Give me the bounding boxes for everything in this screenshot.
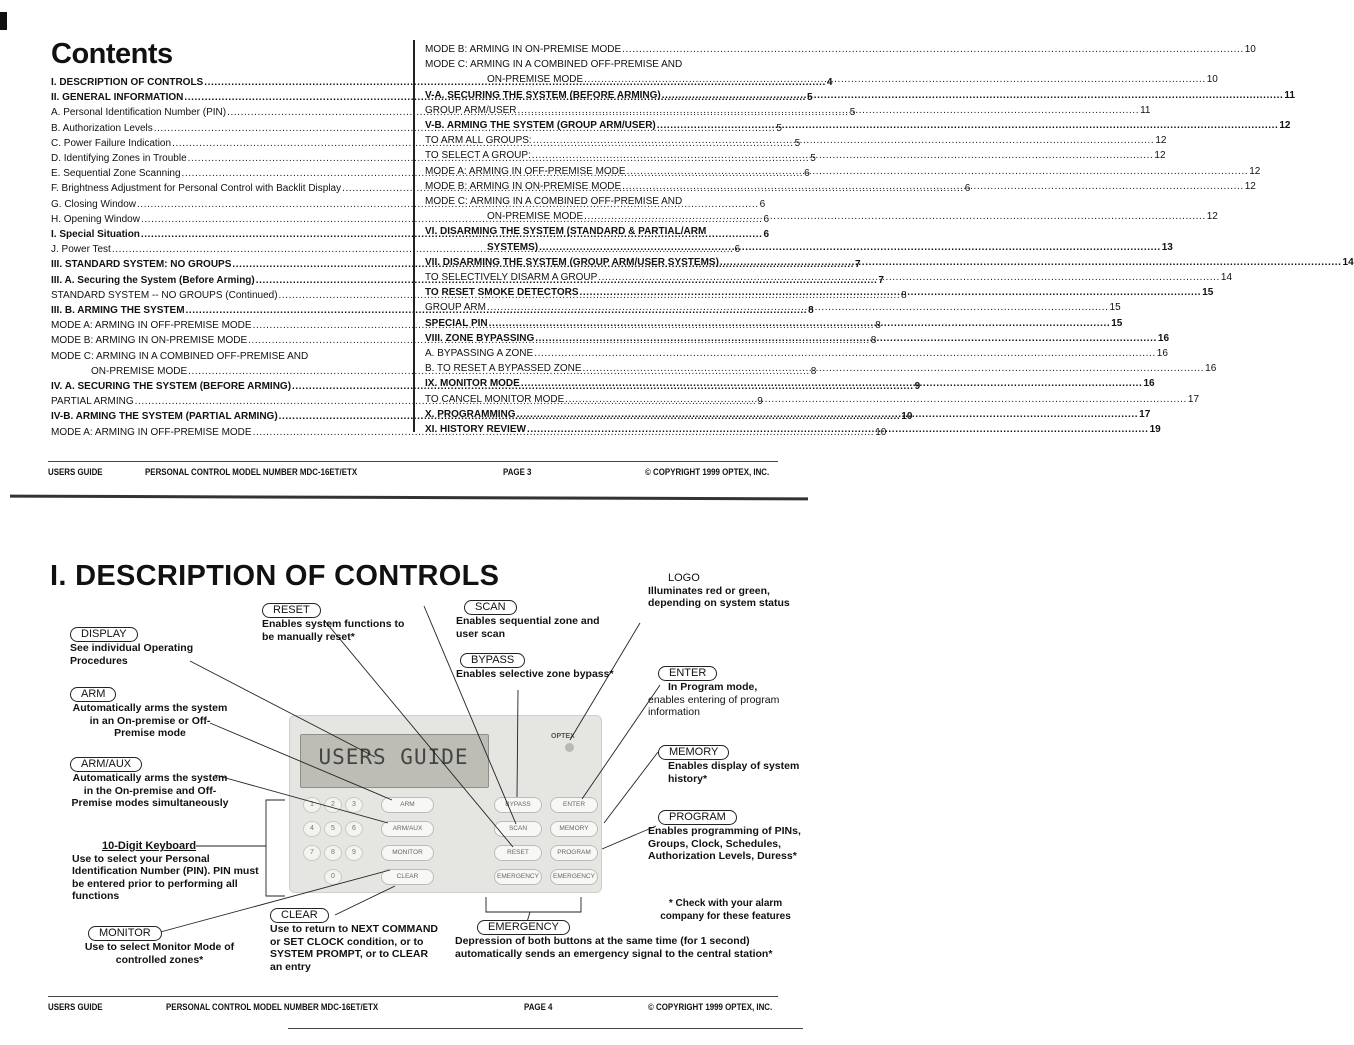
reset-label: RESET <box>262 603 321 618</box>
toc-entry-label: IX. MONITOR MODE <box>425 378 520 390</box>
program-callout <box>648 810 803 863</box>
toc-entry-label: V-B. ARMING THE SYSTEM (GROUP ARM/USER) <box>425 120 656 132</box>
toc-entry-label: MODE C: ARMING IN A COMBINED OFF-PREMISE AND <box>51 350 309 362</box>
monitor-label: MONITOR <box>88 926 162 941</box>
toc-entry-page: 7 <box>878 274 884 286</box>
toc-entry-label: SYSTEMS) <box>487 241 539 253</box>
toc-entry-label: V-A. SECURING THE SYSTEM (BEFORE ARMING) <box>425 89 661 101</box>
program-label: PROGRAM <box>658 810 737 825</box>
footer-copyright: © COPYRIGHT 1999 OPTEX, INC. <box>648 1002 773 1012</box>
toc-entry-label: H. Opening Window <box>51 213 140 225</box>
toc-entry-label: III. A. Securing the System (Before Arming) <box>51 274 255 286</box>
clear-key[interactable]: CLEAR <box>381 869 434 885</box>
toc-entry-page: 16 <box>1143 378 1155 390</box>
arm-aux-description: Automatically arms the system in the On-premise and Off-Premise modes simultaneously <box>71 772 229 809</box>
toc-entry-page: 10 <box>1244 44 1256 55</box>
toc-entry-page: 19 <box>1149 424 1161 436</box>
toc-title: Contents <box>51 38 173 70</box>
toc-entry-label: MODE B: ARMING IN ON-PREMISE MODE <box>425 44 622 55</box>
toc-entry-page: 12 <box>1154 150 1166 162</box>
footer-page-number: PAGE 4 <box>524 1002 553 1012</box>
reset-key[interactable]: RESET <box>494 845 542 861</box>
toc-entry-page: 16 <box>1157 332 1170 344</box>
toc-entry-page: 5 <box>807 92 813 104</box>
digit-key-7[interactable]: 7 <box>303 845 321 861</box>
monitor-description: Use to select Monitor Mode of controlled zones* <box>84 941 235 966</box>
digit-key-6[interactable]: 6 <box>345 821 363 837</box>
toc-entry-page: 6 <box>763 213 770 225</box>
toc-entry-label: TO ARM ALL GROUPS: <box>425 135 532 147</box>
digit-key-4[interactable]: 4 <box>303 821 321 837</box>
toc-entry-page: 10 <box>901 411 913 423</box>
toc-entry-page: 12 <box>1155 135 1167 147</box>
toc-entry-label: III. STANDARD SYSTEM: NO GROUPS <box>51 259 232 271</box>
enter-description-bold: In Program mode, <box>668 681 758 693</box>
toc-entry-page: 10 <box>1206 74 1218 86</box>
toc-entry-page: 8 <box>870 335 877 347</box>
toc-entry-page: 6 <box>804 168 810 180</box>
toc-entry-label: TO SELECTIVELY DISARM A GROUP <box>425 272 598 284</box>
feature-note: * Check with your alarm company for these features <box>660 898 791 922</box>
controls-title: I. DESCRIPTION OF CONTROLS <box>50 560 500 592</box>
enter-key[interactable]: ENTER <box>550 797 598 813</box>
toc-entry-label: SPECIAL PIN <box>425 317 488 329</box>
toc-entry-label: MODE A: ARMING IN OFF-PREMISE MODE <box>51 426 252 438</box>
toc-entry-page: 8 <box>808 305 814 317</box>
toc-entry-label: A. Personal Identification Number (PIN) <box>51 107 227 119</box>
arm-key[interactable]: ARM <box>381 797 434 813</box>
toc-entry-page: 17 <box>1139 408 1151 420</box>
enter-callout <box>648 666 803 719</box>
enter-label: ENTER <box>658 666 717 681</box>
toc-entry-label: D. Identifying Zones in Trouble <box>51 153 187 165</box>
toc-entry-label: E. Sequential Zone Scanning <box>51 168 181 180</box>
toc-entry-page: 13 <box>1161 241 1173 253</box>
scan-description: Enables sequential zone and user scan <box>456 615 600 640</box>
toc-entry-page: 12 <box>1244 180 1256 192</box>
digit-key-0[interactable]: 0 <box>324 869 342 885</box>
toc-entry-page: 12 <box>1206 211 1218 223</box>
digit-key-1[interactable]: 1 <box>303 797 321 813</box>
toc-entry-page: 14 <box>1220 272 1233 284</box>
memory-callout <box>648 745 803 785</box>
toc-entry-label: F. Brightness Adjustment for Personal Control with Backlit Display <box>51 183 342 195</box>
toc-entry-page: 6 <box>763 229 770 241</box>
toc-entry-page: 8 <box>810 365 817 377</box>
footer-model-number: PERSONAL CONTROL MODEL NUMBER MDC-16ET/ETX <box>166 1002 379 1012</box>
toc-entry-label: TO SELECT A GROUP: <box>425 150 531 162</box>
toc-entry-label: IV-B. ARMING THE SYSTEM (PARTIAL ARMING) <box>51 411 278 423</box>
toc-entry-page: 7 <box>855 259 861 271</box>
display-label: DISPLAY <box>70 627 138 642</box>
toc-entry-label: TO RESET SMOKE DETECTORS <box>425 287 579 299</box>
display-callout <box>70 627 245 667</box>
toc-entry-label: III. B. ARMING THE SYSTEM <box>51 305 185 317</box>
toc-entry-label: I. Special Situation <box>51 229 140 241</box>
clear-callout <box>270 908 440 973</box>
toc-entry-page: 15 <box>1202 287 1214 299</box>
toc-entry-page: 8 <box>901 289 907 301</box>
memory-label: MEMORY <box>658 745 729 760</box>
arm-aux-key[interactable]: ARM/AUX <box>381 821 434 837</box>
footer-model-number: PERSONAL CONTROL MODEL NUMBER MDC-16ET/ETX <box>145 467 358 477</box>
toc-entry-label: ON-PREMISE MODE <box>487 74 584 86</box>
toc-entry-page: 11 <box>1140 104 1151 116</box>
toc-entry-page: 14 <box>1342 256 1354 268</box>
memory-key[interactable]: MEMORY <box>550 821 598 837</box>
scan-label: SCAN <box>464 600 517 615</box>
toc-entry-page: 8 <box>875 320 881 332</box>
emergency-description: Depression of both buttons at the same time (for 1 second) automatically sends an emergency signal to the central station* <box>455 935 773 960</box>
arm-aux-label: ARM/AUX <box>70 757 142 772</box>
brand-label: OPTEX <box>551 733 575 740</box>
footer-users-guide: USERS GUIDE <box>48 467 103 477</box>
toc-entry-label: I. DESCRIPTION OF CONTROLS <box>51 77 204 88</box>
arm-description: Automatically arms the system in an On-premise or Off-Premise mode <box>72 702 228 739</box>
toc-entry-label: VIII. ZONE BYPASSING <box>425 332 535 344</box>
bypass-key[interactable]: BYPASS <box>494 797 542 813</box>
toc-entry-page: 10 <box>875 426 887 438</box>
digit-key-9[interactable]: 9 <box>345 845 363 861</box>
toc-leader-dots <box>720 255 1342 270</box>
bypass-description: Enables selective zone bypass* <box>456 668 614 680</box>
toc-entry-label: XI. HISTORY REVIEW <box>425 424 526 436</box>
enter-description: enables entering of program information <box>648 693 780 718</box>
toc-entry-label: MODE B: ARMING IN ON-PREMISE MODE <box>425 180 622 192</box>
toc-entry-label: B. Authorization Levels <box>51 122 153 134</box>
toc-entry-page: 4 <box>826 77 833 88</box>
toc-entry-page: 5 <box>849 107 856 119</box>
keyboard-description: Use to select your Personal Identification Number (PIN). PIN must be entered prior to performing all functions <box>72 852 259 902</box>
toc-entry-page: 12 <box>1249 165 1261 177</box>
scan-key[interactable]: SCAN <box>494 821 542 837</box>
bottom-rule <box>288 1028 803 1029</box>
digit-key-8[interactable]: 8 <box>324 845 342 861</box>
toc-entry-label: MODE A: ARMING IN OFF-PREMISE MODE <box>425 165 626 177</box>
toc-entry-page: 5 <box>776 122 782 134</box>
arm-callout <box>70 687 230 740</box>
toc-entry-page: 6 <box>734 244 741 256</box>
toc-entry-label: STANDARD SYSTEM -- NO GROUPS (Continued) <box>51 289 278 301</box>
toc-entry-label: PARTIAL ARMING <box>51 396 134 408</box>
toc-entry-page: 11 <box>1284 89 1295 101</box>
toc-entry-label: MODE A: ARMING IN OFF-PREMISE MODE <box>51 320 252 332</box>
toc-entry-page: 12 <box>1279 120 1291 132</box>
emergency-callout <box>455 920 795 960</box>
keyboard-callout <box>72 840 267 903</box>
toc-entry-page: 16 <box>1205 363 1217 375</box>
toc-entry-label: X. PROGRAMMING <box>425 408 516 420</box>
keyboard-label: 10-Digit Keyboard <box>102 840 197 852</box>
emergency-key-left[interactable]: EMERGENCY <box>494 869 542 885</box>
emergency-key-right[interactable]: EMERGENCY <box>550 869 598 885</box>
toc-entry-label: ON-PREMISE MODE <box>91 365 188 377</box>
footer-copyright: © COPYRIGHT 1999 OPTEX, INC. <box>645 467 770 477</box>
toc-entry-label: MODE C: ARMING IN A COMBINED OFF-PREMISE AND <box>425 59 683 71</box>
scan-callout <box>456 600 606 640</box>
monitor-key[interactable]: MONITOR <box>381 845 434 861</box>
reset-callout <box>262 603 412 643</box>
toc-entry-label: GROUP ARM/USER <box>425 104 517 116</box>
toc-entry-label: VII. DISARMING THE SYSTEM (GROUP ARM/USER SYSTEMS) <box>425 256 719 268</box>
clear-description: Use to return to NEXT COMMAND or SET CLOCK condition, or to SYSTEM PROMPT, or to CLEAR an entry <box>270 923 438 973</box>
toc-entry-label: MODE B: ARMING IN ON-PREMISE MODE <box>51 335 248 347</box>
emergency-label: EMERGENCY <box>477 920 570 935</box>
toc-entry-page: 6 <box>759 198 766 210</box>
program-key[interactable]: PROGRAM <box>550 845 598 861</box>
toc-entry-label: J. Power Test <box>51 244 111 256</box>
toc-entry-page: 17 <box>1187 393 1200 405</box>
logo-description: Illuminates red or green, depending on system status <box>648 584 790 609</box>
memory-description: Enables display of system history* <box>668 760 800 785</box>
digit-key-2[interactable]: 2 <box>324 797 342 813</box>
toc-entry-page: 9 <box>757 396 763 408</box>
toc-entry-label: VI. DISARMING THE SYSTEM (STANDARD & PARTIAL/ARM <box>425 226 707 238</box>
toc-entry-label: A. BYPASSING A ZONE <box>425 348 534 360</box>
program-description: Enables programming of PINs, Groups, Clock, Schedules, Authorization Levels, Duress* <box>648 825 801 862</box>
footer-page-number: PAGE 3 <box>503 467 532 477</box>
bypass-label: BYPASS <box>460 653 525 668</box>
monitor-callout <box>72 926 247 966</box>
logo-callout <box>648 572 803 610</box>
reset-description: Enables system functions to be manually reset* <box>262 618 405 643</box>
display-description: See individual Operating Procedures <box>70 642 194 667</box>
toc-entry-page: 6 <box>964 183 971 195</box>
toc-entry-label: G. Closing Window <box>51 198 137 210</box>
lcd-text: USERS GUIDE <box>318 745 469 769</box>
toc-entry-page: 16 <box>1156 348 1168 360</box>
digit-key-5[interactable]: 5 <box>324 821 342 837</box>
toc-entry-page: 9 <box>914 381 921 393</box>
toc-entry-page: 5 <box>810 153 816 165</box>
toc-entry-label: B. TO RESET A BYPASSED ZONE <box>425 363 582 375</box>
clear-label: CLEAR <box>270 908 329 923</box>
arm-aux-callout <box>70 757 230 810</box>
toc-entry-label: C. Power Failure Indication <box>51 137 172 149</box>
toc-entry-label: TO CANCEL MONITOR MODE <box>425 393 565 405</box>
toc-entry-label: ON-PREMISE MODE <box>487 211 584 223</box>
footer-users-guide: USERS GUIDE <box>48 1002 103 1012</box>
toc-entry-label: II. GENERAL INFORMATION <box>51 92 184 104</box>
toc-entry-page: 15 <box>1109 302 1121 314</box>
toc-entry-label: MODE C: ARMING IN A COMBINED OFF-PREMISE AND <box>425 196 683 208</box>
digit-key-3[interactable]: 3 <box>345 797 363 813</box>
toc-entry-page: 15 <box>1111 317 1123 329</box>
logo-label: LOGO <box>668 572 700 584</box>
toc-entry-label: IV. A. SECURING THE SYSTEM (BEFORE ARMING) <box>51 381 292 393</box>
arm-label: ARM <box>70 687 116 702</box>
toc-entry-label: GROUP ARM <box>425 302 486 314</box>
bypass-callout <box>456 653 616 681</box>
toc-entry-page: 5 <box>794 137 801 149</box>
